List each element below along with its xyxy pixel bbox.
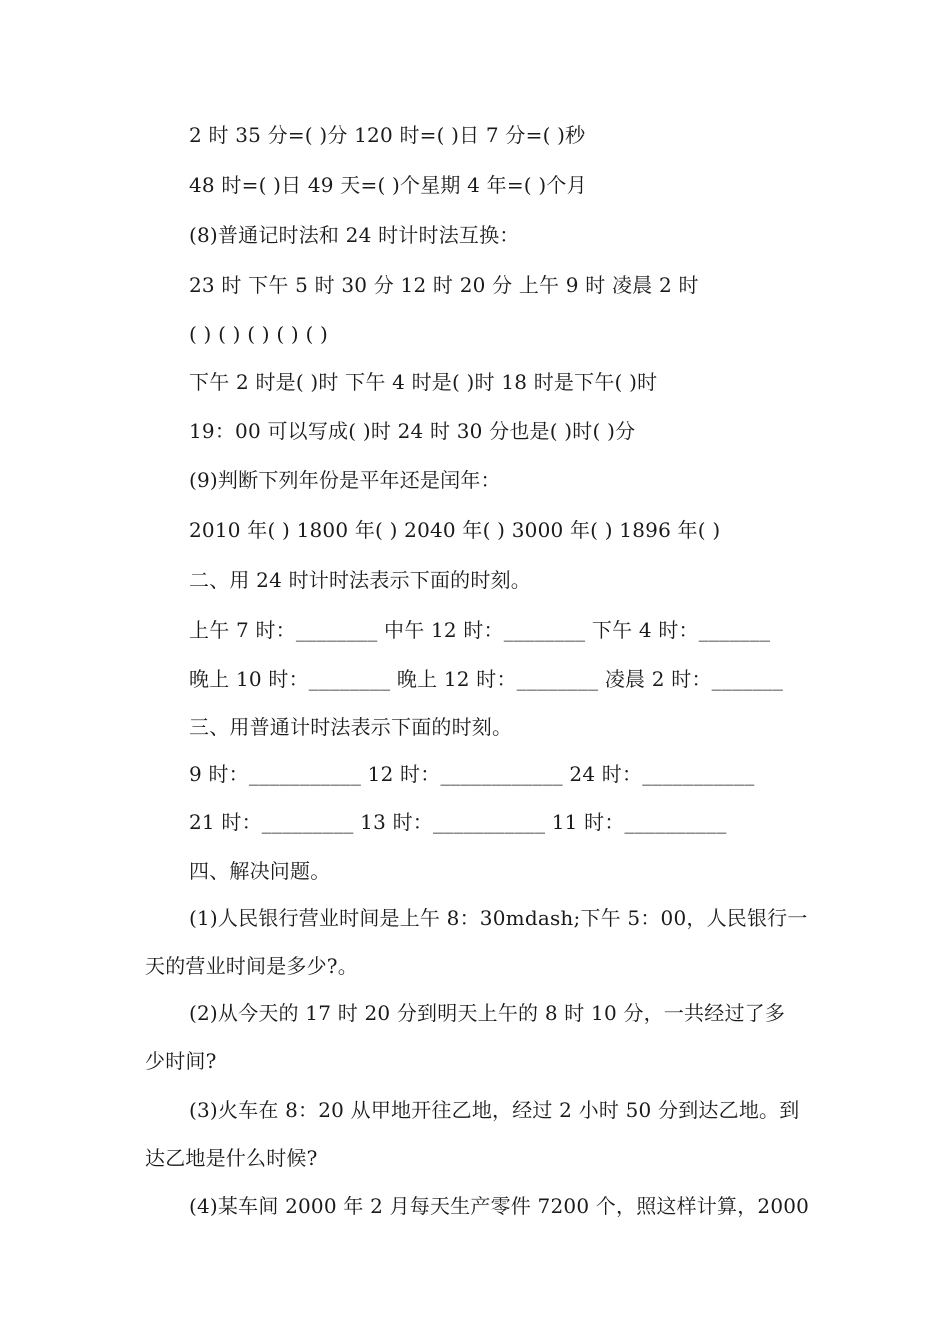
problem-2-line-1: (2)从今天的 17 时 20 分到明天上午的 8 时 10 分，一共经过了多 (189, 1001, 786, 1025)
problem-1-line-2: 天的营业时间是多少?。 (145, 954, 358, 978)
section-3-line-2: 21 时：_________ 13 时：___________ 11 时：__________ (189, 810, 727, 834)
section-2-heading: 二、用 24 时计时法表示下面的时刻。 (189, 568, 531, 592)
question-8-line-4: 19：00 可以写成( )时 24 时 30 分也是( )时( )分 (189, 419, 636, 443)
problem-4-line-1: (4)某车间 2000 年 2 月每天生产零件 7200 个，照这样计算，2000 (189, 1194, 810, 1218)
conversion-line-2: 48 时=( )日 49 天=( )个星期 4 年=( )个月 (189, 173, 587, 197)
section-2-line-2: 晚上 10 时：________ 晚上 12 时：________ 凌晨 2 时：_______ (189, 667, 784, 691)
question-9-heading: (9)判断下列年份是平年还是闰年： (189, 468, 501, 492)
section-3-heading: 三、用普通计时法表示下面的时刻。 (189, 715, 513, 739)
section-4-heading: 四、解决问题。 (189, 859, 331, 883)
conversion-line-1: 2 时 35 分=( )分 120 时=( )日 7 分=( )秒 (189, 123, 586, 147)
problem-3-line-1: (3)火车在 8：20 从甲地开往乙地，经过 2 小时 50 分到达乙地。到 (189, 1098, 800, 1122)
problem-2-line-2: 少时间? (145, 1049, 217, 1073)
question-8-heading: (8)普通记时法和 24 时计时法互换： (189, 223, 520, 247)
question-8-line-3: 下午 2 时是( )时 下午 4 时是( )时 18 时是下午( )时 (189, 370, 658, 394)
question-9-years: 2010 年( ) 1800 年( ) 2040 年( ) 3000 年( ) 1896 年( ) (189, 518, 721, 542)
section-3-line-1: 9 时：___________ 12 时：____________ 24 时：___________ (189, 762, 755, 786)
question-8-blanks: ( ) ( ) ( ) ( ) ( ) (189, 322, 329, 346)
problem-1-line-1: (1)人民银行营业时间是上午 8：30mdash;下午 5：00，人民银行一 (189, 906, 808, 930)
question-8-times: 23 时 下午 5 时 30 分 12 时 20 分 上午 9 时 凌晨 2 时 (189, 273, 699, 297)
section-2-line-1: 上午 7 时：________ 中午 12 时：________ 下午 4 时：_______ (189, 618, 771, 642)
problem-3-line-2: 达乙地是什么时候? (145, 1146, 318, 1170)
